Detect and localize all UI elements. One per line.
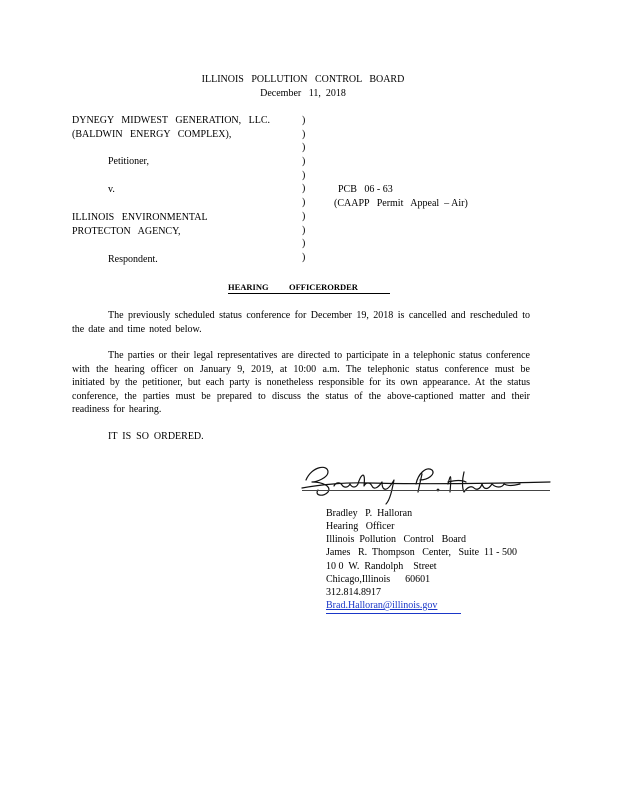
closing-statement: IT IS SO ORDERED.	[108, 431, 204, 442]
order-date: December 11, 2018	[260, 88, 346, 99]
respondent-name-line2: PROTECTON AGENCY,	[72, 226, 181, 237]
case-type: (CAAPP Permit Appeal – Air)	[334, 198, 468, 209]
paragraph-directions: The parties or their legal representatives are directed to participate in a telephonic status conference with the hearing officer on January 9, 2019, at 10:00 a.m. The telephonic status conference must be initiated by the petitioner, but each party is nonetheless responsible for its own appearance. At the status conference, the parties must be prepared to discuss the status of the above-captioned matter and their readiness for hearing.	[72, 350, 530, 416]
caption-bracket: )	[302, 156, 306, 168]
hearing-officer-signature	[298, 460, 554, 506]
respondent-role: Respondent.	[108, 254, 158, 265]
order-title-officer-order: OFFICERORDER	[289, 282, 358, 292]
caption-bracket: )	[302, 224, 306, 236]
caption-bracket: )	[302, 197, 306, 209]
versus-label: v.	[108, 184, 115, 195]
petitioner-role: Petitioner,	[108, 156, 149, 167]
paragraph-cancellation: The previously scheduled status conference for December 19, 2018 is cancelled and rescheduled to the date and time noted below.	[72, 310, 530, 335]
caption-bracket-column	[302, 116, 310, 267]
signature-stroke	[416, 469, 433, 492]
signature-stroke	[448, 472, 520, 492]
officer-city: Chicago,Illinois 60601	[326, 574, 431, 585]
officer-address-line1: James R. Thompson Center, Suite 11 - 500	[326, 547, 517, 558]
agency-heading: ILLINOIS POLLUTION CONTROL BOARD	[201, 74, 405, 85]
caption-bracket: )	[302, 115, 306, 126]
signature-line	[302, 490, 550, 491]
petitioner-name: DYNEGY MIDWEST GENERATION, LLC.	[72, 115, 271, 126]
officer-email-link[interactable]: Brad.Halloran@illinois.gov	[326, 600, 438, 611]
officer-name: Bradley P. Halloran	[326, 508, 413, 519]
officer-board: Illinois Pollution Control Board	[326, 534, 467, 545]
petitioner-facility: (BALDWIN ENERGY COMPLEX),	[72, 129, 232, 140]
caption-bracket: )	[302, 183, 306, 195]
caption-bracket: )	[302, 210, 306, 222]
case-number: PCB 06 - 63	[338, 184, 393, 195]
caption-bracket: )	[302, 142, 306, 154]
officer-title: Hearing Officer	[326, 521, 395, 532]
officer-phone: 312.814.8917	[326, 587, 381, 598]
caption-bracket: )	[302, 128, 306, 140]
order-title-hearing: HEARING	[228, 282, 269, 292]
signature-stroke	[306, 467, 329, 495]
caption-bracket: )	[302, 238, 306, 250]
caption-bracket: )	[302, 251, 306, 263]
respondent-name: ILLINOIS ENVIRONMENTAL	[72, 212, 208, 223]
caption-bracket: )	[302, 169, 306, 181]
officer-address-line2: 10 0 W. Randolph Street	[326, 561, 437, 572]
order-title-underline	[228, 293, 390, 294]
email-underline	[326, 613, 461, 614]
